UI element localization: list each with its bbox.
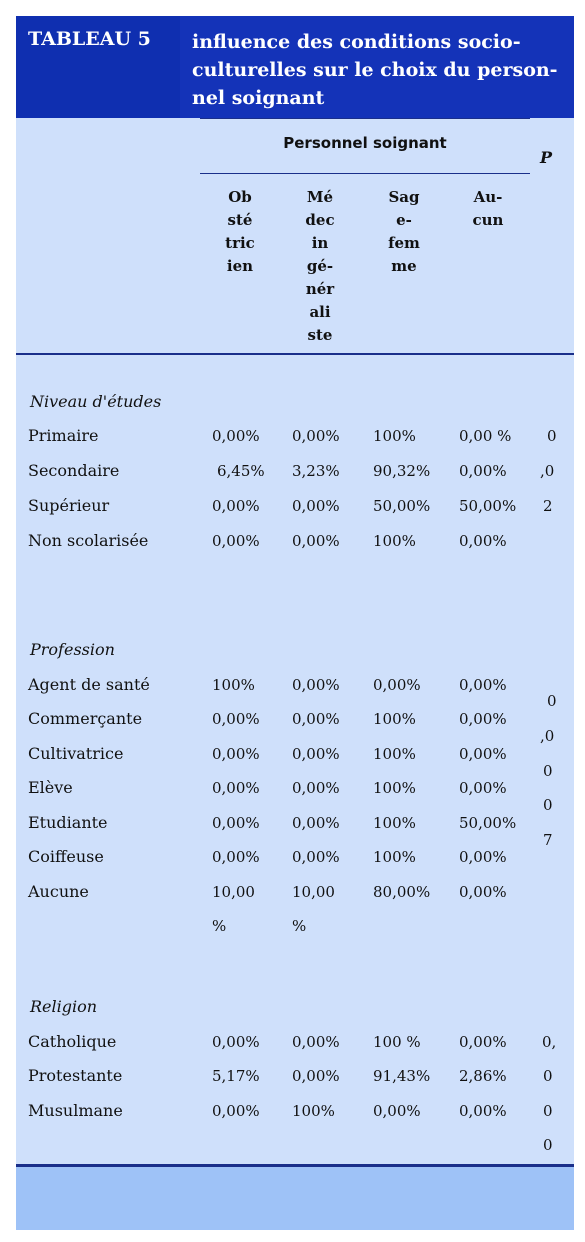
cell-value: 0,00% xyxy=(292,779,340,797)
cell-value: 10,00 xyxy=(212,883,255,901)
title-line: culturelles sur le choix du person- xyxy=(192,59,558,81)
p-value: 0 xyxy=(543,762,553,780)
table-bottom-rule xyxy=(16,1164,574,1167)
row-label: Secondaire xyxy=(28,461,120,480)
column-header-part: in xyxy=(311,234,329,252)
cell-value: 100% xyxy=(212,676,255,694)
p-value: 0 xyxy=(547,427,557,445)
row-label: Supérieur xyxy=(28,496,110,515)
cell-value: 5,17% xyxy=(212,1067,260,1085)
column-header-part: gé- xyxy=(306,257,334,275)
cell-value: 0,00% xyxy=(212,814,260,832)
row-label: Musulmane xyxy=(28,1101,123,1120)
cell-value: 0,00% xyxy=(212,1033,260,1051)
table-number: TABLEAU 5 xyxy=(16,16,180,118)
cell-value: 0,00% xyxy=(212,779,260,797)
cell-value: 100% xyxy=(373,427,416,445)
cell-value: 100 % xyxy=(373,1033,421,1051)
column-header-part: Ob xyxy=(228,188,252,206)
column-header-obstetricien xyxy=(210,186,270,278)
title-line: nel soignant xyxy=(192,87,325,109)
section-title: Profession xyxy=(30,640,115,659)
p-value: 0, xyxy=(542,1033,557,1051)
cell-value: 0,00% xyxy=(212,532,260,550)
column-header-part: ali xyxy=(309,303,331,321)
row-label: Catholique xyxy=(28,1032,117,1051)
row-label: Aucune xyxy=(28,882,89,901)
row-label: Coiffeuse xyxy=(28,847,104,866)
table-footer-band xyxy=(16,1166,574,1230)
p-value: 0 xyxy=(547,692,557,710)
p-value: 2 xyxy=(543,497,553,515)
column-header-part: cun xyxy=(472,211,504,229)
cell-value: 0,00% xyxy=(373,676,421,694)
column-header-rule xyxy=(16,353,574,355)
cell-value: 0,00% xyxy=(212,710,260,728)
p-value: ,0 xyxy=(540,462,555,480)
row-label: Etudiante xyxy=(28,813,108,832)
column-header-aucun xyxy=(458,186,518,232)
p-value: ,0 xyxy=(540,727,555,745)
cell-value: 0,00% xyxy=(212,427,260,445)
cell-value-wrap: % xyxy=(292,917,307,935)
cell-value: 0,00% xyxy=(292,814,340,832)
cell-value: 0,00% xyxy=(459,1102,507,1120)
cell-value: 0,00% xyxy=(292,745,340,763)
column-header-part: tric xyxy=(225,234,255,252)
p-value-header: P xyxy=(540,148,553,167)
table-header xyxy=(16,16,574,118)
cell-value: 0,00% xyxy=(292,848,340,866)
cell-value: 50,00% xyxy=(373,497,431,515)
cell-value: 0,00% xyxy=(459,532,507,550)
cell-value: 100% xyxy=(292,1102,335,1120)
section-title: Niveau d'études xyxy=(30,392,162,411)
cell-value: 100% xyxy=(373,710,416,728)
cell-value: 80,00% xyxy=(373,883,431,901)
cell-value: 100% xyxy=(373,848,416,866)
column-header-part: nér xyxy=(305,280,335,298)
cell-value: 2,86% xyxy=(459,1067,507,1085)
row-label: Agent de santé xyxy=(28,675,150,694)
row-label: Primaire xyxy=(28,426,99,445)
column-header-part: e- xyxy=(396,211,412,229)
cell-value: 0,00% xyxy=(212,745,260,763)
cell-value: 100% xyxy=(373,745,416,763)
cell-value: 6,45% xyxy=(217,462,265,480)
cell-value: 0,00% xyxy=(292,676,340,694)
cell-value: 0,00% xyxy=(459,779,507,797)
row-label: Cultivatrice xyxy=(28,744,124,763)
column-header-medecin-generaliste xyxy=(290,186,350,347)
section-title: Religion xyxy=(30,997,98,1016)
p-value: 0 xyxy=(543,1102,553,1120)
cell-value: 0,00% xyxy=(459,1033,507,1051)
cell-value: 100% xyxy=(373,779,416,797)
cell-value: 50,00% xyxy=(459,814,517,832)
cell-value: 0,00% xyxy=(292,427,340,445)
column-header-part: Sag xyxy=(388,188,420,206)
cell-value: 0,00% xyxy=(292,1067,340,1085)
row-label: Elève xyxy=(28,778,73,797)
cell-value: 0,00% xyxy=(212,848,260,866)
row-label: Protestante xyxy=(28,1066,123,1085)
cell-value: 0,00% xyxy=(212,497,260,515)
cell-value: 0,00% xyxy=(212,1102,260,1120)
row-label: Commerçante xyxy=(28,709,143,728)
group-header: Personnel soignant xyxy=(283,134,447,152)
p-value: 0 xyxy=(543,1067,553,1085)
column-header-part: me xyxy=(391,257,417,275)
column-header-part: fem xyxy=(388,234,420,252)
cell-value: 0,00% xyxy=(373,1102,421,1120)
p-value: 0 xyxy=(543,796,553,814)
cell-value: 100% xyxy=(373,532,416,550)
cell-value: 50,00% xyxy=(459,497,517,515)
cell-value: 0,00% xyxy=(292,532,340,550)
cell-value: 0,00% xyxy=(292,1033,340,1051)
cell-value: 0,00 % xyxy=(459,427,512,445)
cell-value: 10,00 xyxy=(292,883,335,901)
cell-value: 0,00% xyxy=(459,710,507,728)
group-rule xyxy=(200,173,530,174)
cell-value: 100% xyxy=(373,814,416,832)
column-header-sage-femme xyxy=(374,186,434,278)
p-value: 7 xyxy=(543,831,553,849)
cell-value: 0,00% xyxy=(459,883,507,901)
cell-value-wrap: % xyxy=(212,917,227,935)
column-header-part: ste xyxy=(307,326,333,344)
cell-value: 90,32% xyxy=(373,462,431,480)
cell-value: 3,23% xyxy=(292,462,340,480)
cell-value: 0,00% xyxy=(459,462,507,480)
column-header-part: Mé xyxy=(306,188,334,206)
header-rule xyxy=(200,118,530,119)
cell-value: 0,00% xyxy=(459,745,507,763)
cell-value: 91,43% xyxy=(373,1067,431,1085)
column-header-part: ien xyxy=(226,257,254,275)
cell-value: 0,00% xyxy=(459,848,507,866)
title-line: influence des conditions socio- xyxy=(192,31,521,53)
cell-value: 0,00% xyxy=(292,497,340,515)
column-header-part: dec xyxy=(305,211,335,229)
column-header-part: Au- xyxy=(473,188,503,206)
row-label: Non scolarisée xyxy=(28,531,149,550)
cell-value: 0,00% xyxy=(292,710,340,728)
table-title xyxy=(180,16,574,118)
column-header-part: sté xyxy=(227,211,253,229)
cell-value: 0,00% xyxy=(459,676,507,694)
p-value: 0 xyxy=(543,1136,553,1154)
